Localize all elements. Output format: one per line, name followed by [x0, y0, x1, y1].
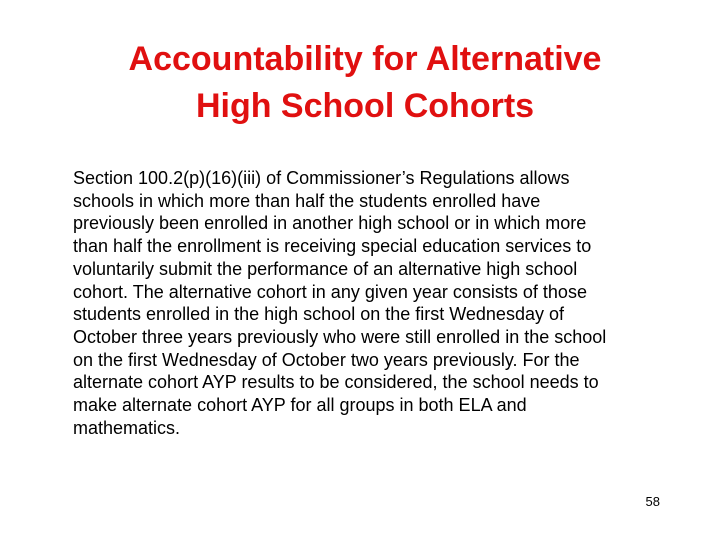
- page-number: 58: [645, 494, 660, 509]
- body-line: Section 100.2(p)(16)(iii) of Commissioner’s Regulations allows: [73, 168, 570, 188]
- body-line: than half the enrollment is receiving special education services to: [73, 236, 592, 257]
- slide-body-text: [73, 167, 673, 439]
- body-line: mathematics.: [73, 417, 181, 438]
- slide-title-line-2: High School Cohorts: [195, 87, 535, 125]
- body-line: make alternate cohort AYP for all groups in both ELA and: [73, 395, 527, 416]
- body-line: cohort. The alternative cohort in any given year consists of those: [73, 281, 587, 302]
- body-line: schools in which more than half the students enrolled have: [73, 190, 541, 211]
- body-line: previously been enrolled in another high school or in which more: [73, 213, 587, 234]
- slide-title-line-1: Accountability for Alternative: [128, 40, 602, 78]
- body-line: voluntarily submit the performance of an alternative high school: [73, 258, 578, 279]
- body-line: on the first Wednesday of October two years previously. For the: [73, 349, 580, 370]
- body-line: alternate cohort AYP results to be considered, the school needs to: [73, 372, 599, 393]
- body-line: students enrolled in the high school on the first Wednesday of: [73, 304, 564, 325]
- slide-title: [40, 36, 690, 130]
- body-line: October three years previously who were still enrolled in the school: [73, 326, 607, 347]
